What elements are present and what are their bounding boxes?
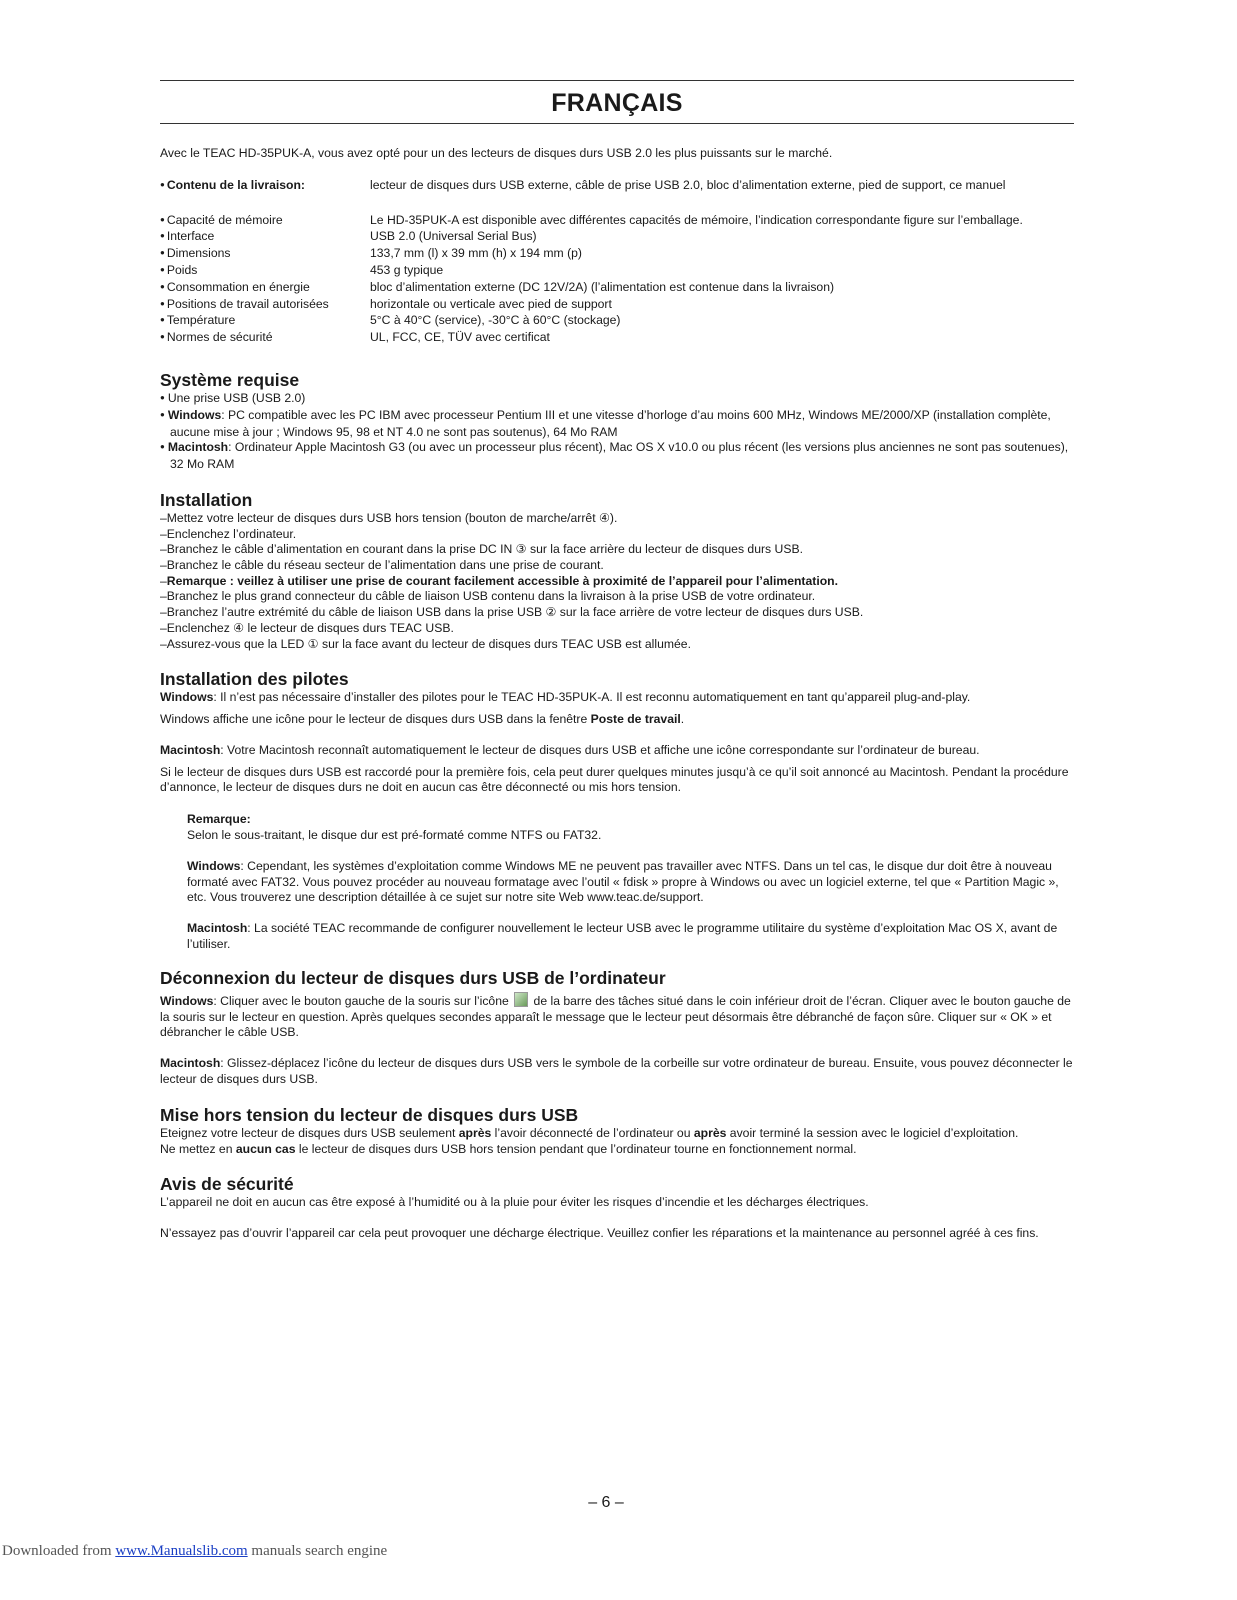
page-number: – 6 – bbox=[588, 1494, 624, 1511]
spec-value: horizontale ou verticale avec pied de support bbox=[370, 296, 612, 311]
power-off-text: Eteignez votre lecteur de disques durs USB seulement après l’avoir déconnecté de l’ordinateur ou après avoir terminé la session avec le logiciel d’exploitation. Ne mettez en aucun cas le lecteur de disques durs USB hors tension pendant que l’ordinateur tourne en fonctionnement normal. bbox=[160, 1125, 1019, 1156]
drivers-windows-text: Windows: Il n’est pas nécessaire d’installer des pilotes pour le TEAC HD-35PUK-A. Il est reconnu automatiquement en tant qu’appareil plug-and-play. bbox=[160, 690, 971, 705]
list-item: – Remarque : veillez à utiliser une prise de courant facilement accessible à proximité de l’appareil pour l’alimentation. bbox=[160, 574, 1074, 590]
spec-label: ● Contenu de la livraison: bbox=[160, 178, 370, 195]
drivers-mac-text-2: Si le lecteur de disques durs USB est raccordé pour la première fois, cela peut durer quelques minutes jusqu’à ce qu’il soit annoncé au Macintosh. Pendant la procédure d’annonce, le lecteur de disques durs ne doit en aucun cas être déconnecté ou mis hors tension. bbox=[160, 764, 1069, 795]
list-item: – Branchez le plus grand connecteur du câble de liaison USB contenu dans la livraison à la prise USB de votre ordinateur. bbox=[160, 589, 1074, 605]
spec-value: USB 2.0 (Universal Serial Bus) bbox=[370, 229, 537, 244]
title-rule bbox=[160, 123, 1074, 124]
spec-label: ● Dimensions bbox=[160, 246, 370, 263]
document-page bbox=[160, 80, 1074, 1242]
section-heading-installation: Installation bbox=[160, 489, 253, 510]
section-heading-power-off: Mise hors tension du lecteur de disques durs USB bbox=[160, 1104, 579, 1125]
page-title: FRANÇAIS bbox=[551, 89, 683, 117]
list-item: – Branchez le câble du réseau secteur de l’alimentation dans une prise de courant. bbox=[160, 558, 1074, 574]
list-item: – Mettez votre lecteur de disques durs USB hors tension (bouton de marche/arrêt ④). bbox=[160, 511, 1074, 527]
spec-label: ● Consommation en énergie bbox=[160, 280, 370, 297]
safety-text-1: L’appareil ne doit en aucun cas être exposé à l’humidité ou à la pluie pour éviter les risques d’incendie et les décharges électriques. bbox=[160, 1195, 869, 1210]
spec-label: ● Poids bbox=[160, 263, 370, 280]
intro-text: Avec le TEAC HD-35PUK-A, vous avez opté pour un des lecteurs de disques durs USB 2.0 les plus puissants sur le marché. bbox=[160, 146, 833, 160]
disconnect-windows-text: Windows: Cliquer avec le bouton gauche de la souris sur l’icône de la barre des tâches situé dans le coin inférieur droit de l’écran. Cliquer avec le bouton gauche de la souris sur le lecteur en question. Après quelques secondes apparaît le message que le lecteur peut désormais être débranché de façon sûre. Cliquer sur « OK » et débrancher le câble USB. bbox=[160, 993, 1071, 1040]
list-item: – Enclenchez l’ordinateur. bbox=[160, 527, 1074, 543]
note-label: Remarque: bbox=[187, 812, 251, 827]
drivers-mac-text: Macintosh: Votre Macintosh reconnaît automatiquement le lecteur de disques durs USB et affiche une icône correspondante sur l’ordinateur de bureau. bbox=[160, 742, 980, 757]
list-item: – Enclenchez ④ le lecteur de disques durs TEAC USB. bbox=[160, 621, 1074, 637]
list-item: – Branchez le câble d’alimentation en courant dans la prise DC IN ③ sur la face arrière du lecteur de disques durs USB. bbox=[160, 542, 1074, 558]
section-heading-safety: Avis de sécurité bbox=[160, 1174, 294, 1195]
list-item: ● Macintosh: Ordinateur Apple Macintosh G3 (ou avec un processeur plus récent), Mac OS X v10.0 ou plus récent (les versions plus anciennes ne sont pas soutenues), 32 Mo RAM bbox=[160, 440, 1074, 473]
spec-label: ● Température bbox=[160, 313, 370, 330]
safely-remove-hardware-icon bbox=[514, 992, 528, 1007]
spec-value: 453 g typique bbox=[370, 262, 444, 277]
list-item: ● Windows: PC compatible avec les PC IBM avec processeur Pentium III et une vitesse d’horloge d’au moins 600 MHz, Windows ME/2000/XP (installation complète, aucune mise à jour ; Windows 95, 98 et NT 4.0 ne sont pas soutenus), 64 Mo RAM bbox=[160, 408, 1074, 441]
spec-list bbox=[160, 213, 1074, 347]
spec-label: ● Capacité de mémoire bbox=[160, 213, 370, 230]
section-heading-disconnect: Déconnexion du lecteur de disques durs USB de l’ordinateur bbox=[160, 967, 666, 988]
list-item: – Branchez l’autre extrémité du câble de liaison USB dans la prise USB ② sur la face arrière de votre lecteur de disques durs USB. bbox=[160, 605, 1074, 621]
safety-text-2: N’essayez pas d’ouvrir l’appareil car cela peut provoquer une décharge électrique. Veuillez confier les réparations et la maintenance au personnel agréé à ces fins. bbox=[160, 1226, 1039, 1241]
spec-label: ● Positions de travail autorisées bbox=[160, 297, 370, 314]
spec-list bbox=[160, 178, 1074, 195]
download-footer: Downloaded from www.Manualslib.com manuals search engine bbox=[2, 1543, 388, 1559]
spec-label: ● Normes de sécurité bbox=[160, 330, 370, 347]
spec-label: ● Interface bbox=[160, 229, 370, 246]
spec-value: lecteur de disques durs USB externe, câble de prise USB 2.0, bloc d’alimentation externe, pied de support, ce manuel bbox=[370, 177, 1006, 192]
spec-value: bloc d’alimentation externe (DC 12V/2A) (l’alimentation est contenue dans la livraison) bbox=[370, 279, 835, 294]
spec-value: Le HD-35PUK-A est disponible avec différentes capacités de mémoire, l’indication correspondante figure sur l’emballage. bbox=[370, 212, 1023, 227]
spec-value: 5°C à 40°C (service), -30°C à 60°C (stockage) bbox=[370, 313, 621, 328]
disconnect-mac-text: Macintosh: Glissez-déplacez l’icône du lecteur de disques durs USB vers le symbole de la corbeille sur votre ordinateur de bureau. Ensuite, vous pouvez déconnecter le lecteur de disques durs USB. bbox=[160, 1056, 1073, 1087]
manualslib-link[interactable]: www.Manualslib.com bbox=[115, 1543, 248, 1559]
spec-value: UL, FCC, CE, TÜV avec certificat bbox=[370, 330, 550, 345]
section-heading-drivers: Installation des pilotes bbox=[160, 669, 349, 690]
installation-steps bbox=[160, 511, 1074, 652]
note-windows: Windows: Cependant, les systèmes d’exploitation comme Windows ME ne peuvent pas travailler avec NTFS. Dans un tel cas, le disque dur doit être à nouveau formaté avec FAT32. Vous pouvez procéder au nouveau formatage avec l’outil « fdisk » propre à Windows ou avec un logiciel externe, tel que « Partition Magic », etc. Vous trouverez une description détaillée à ce sujet sur notre site Web www.teac.de/support. bbox=[187, 858, 1059, 905]
spec-value: 133,7 mm (l) x 39 mm (h) x 194 mm (p) bbox=[370, 246, 582, 261]
top-rule bbox=[160, 80, 1074, 81]
system-requirements-list bbox=[160, 391, 1074, 473]
note-text: Selon le sous-traitant, le disque dur est pré-formaté comme NTFS ou FAT32. bbox=[187, 828, 602, 843]
list-item: ● Une prise USB (USB 2.0) bbox=[160, 391, 1074, 408]
list-item: – Assurez-vous que la LED ① sur la face avant du lecteur de disques durs TEAC USB est allumée. bbox=[160, 637, 1074, 653]
drivers-windows-text-2: Windows affiche une icône pour le lecteur de disques durs USB dans la fenêtre Poste de travail. bbox=[160, 712, 685, 727]
note-mac: Macintosh: La société TEAC recommande de configurer nouvellement le lecteur USB avec le programme utilitaire du système d’exploitation Mac OS X, avant de l’utiliser. bbox=[187, 921, 1058, 952]
section-heading-system: Système requise bbox=[160, 369, 300, 390]
note-block bbox=[160, 812, 1074, 953]
